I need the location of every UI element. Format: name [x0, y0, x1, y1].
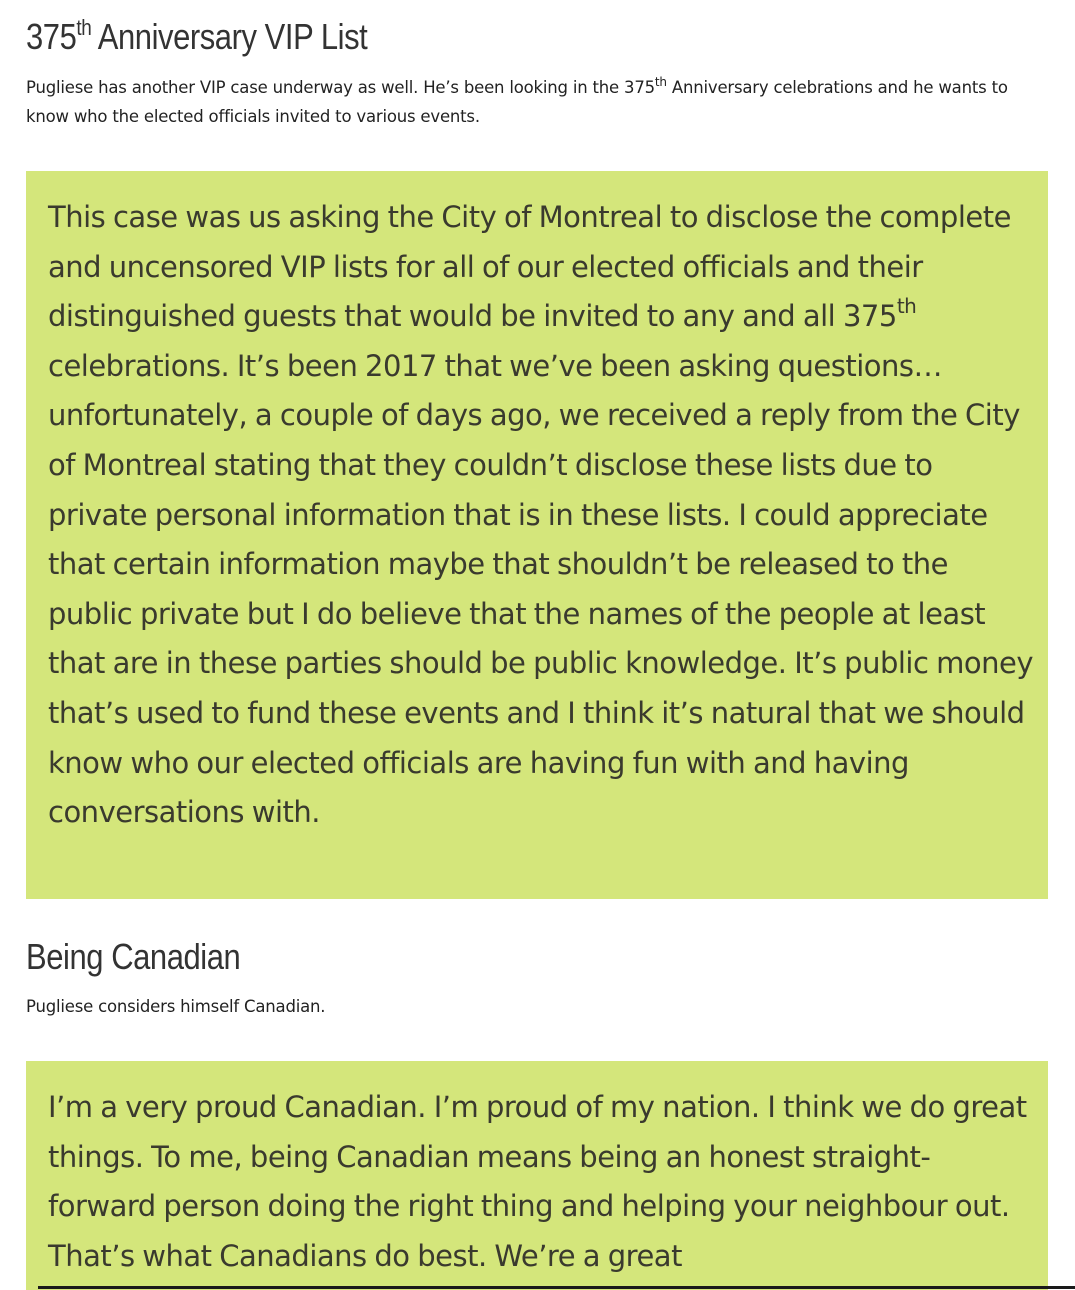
being-canadian-heading: Being Canadian — [26, 936, 241, 977]
vip-list-quote-box — [26, 171, 1048, 899]
being-canadian-quote: I’m a very proud Canadian. I’m proud of my nation. I think we do great things. To me, being Canadian means being an honest straight-forward person doing the right thing and helping your neighbour out. That’s what Canadians do best. We’re a great — [48, 1090, 1027, 1273]
vip-list-heading-ordinal: th — [76, 15, 92, 40]
vip-list-heading-text: Anniversary VIP List — [91, 16, 368, 57]
being-canadian-intro: Pugliese considers himself Canadian. — [26, 997, 326, 1016]
vip-list-heading — [26, 16, 367, 58]
bottom-divider — [38, 1286, 1075, 1289]
vip-list-quote — [48, 193, 1034, 838]
being-canadian-quote-box — [26, 1061, 1048, 1290]
vip-list-heading-number: 375 — [26, 16, 77, 57]
vip-list-intro-text-1: Pugliese has another VIP case underway as well. He’s been looking in the 375 — [26, 78, 655, 97]
vip-list-intro-ordinal: th — [654, 75, 667, 89]
vip-list-intro-text-2: Anniversary celebrations and he wants to know who the elected officials invited to various events. — [26, 78, 1008, 126]
vip-list-quote-ordinal: th — [896, 294, 917, 319]
vip-list-quote-text-1: This case was us asking the City of Montreal to disclose the complete and uncensored VIP lists for all of our elected officials and their distinguished guests that would be invited to any and all 375 — [48, 200, 1011, 334]
vip-list-intro — [26, 73, 1041, 131]
vip-list-quote-text-2: celebrations. It’s been 2017 that we’ve been asking questions…unfortunately, a couple of days ago, we received a reply from the City of Montreal stating that they couldn’t disclose these lists due to private personal information that is in these lists. I could appreciate that certain information maybe that shouldn’t be released to the public private but I do believe that the names of the people at least that are in these parties should be public knowledge. It’s public money that’s used to fund these events and I think it’s natural that we should know who our elected officials are having fun with and having conversations with. — [48, 348, 1034, 830]
